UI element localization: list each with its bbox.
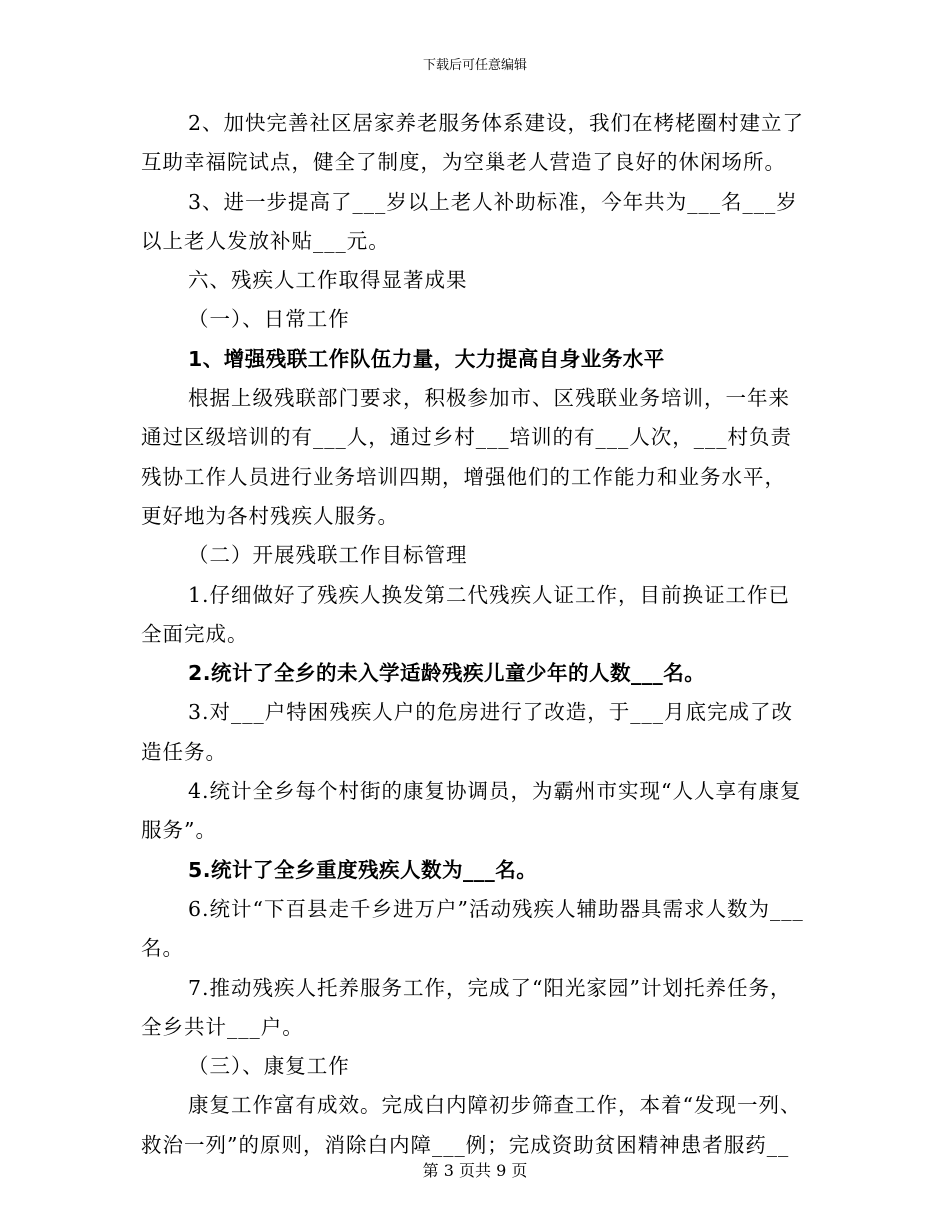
- subheading-target-management: （二）开展残联工作目标管理: [188, 543, 468, 568]
- list-item-rehab-coordinators: 4.统计全乡每个村街的康复协调员，为霸州市实现“人人享有康复服务”。: [141, 779, 802, 843]
- list-item-assistive-devices: 6.统计“下百县走千乡进万户”活动残疾人辅助器具需求人数为___名。: [141, 896, 804, 961]
- subheading-daily-work: （一）、日常工作: [188, 307, 350, 332]
- list-item-children-statistics: 2.统计了全乡的未入学适龄残疾儿童少年的人数___名。: [188, 661, 706, 686]
- page-header: 下载后可任意编辑: [422, 58, 527, 73]
- paragraph-elderly-subsidy: 3、进一步提高了___岁以上老人补助标准，今年共为___名___岁以上老人发放补贴___元。: [141, 189, 798, 253]
- paragraph-training: 根据上级残联部门要求，积极参加市、区残联业务培训，一年来通过区级培训的有___人，通过乡村___培训的有___人次，___村负责残协工作人员进行业务培训四期，增强他们的工作能力和业务水平，更好地为各村残疾人服务。: [141, 386, 792, 528]
- bold-heading-strengthen-team: 1、增强残联工作队伍力量，大力提高自身业务水平: [188, 346, 665, 371]
- paragraph-community-elderly-care: 2、加快完善社区居家养老服务体系建设，我们在栲栳圈村建立了互助幸福院试点，健全了制度，为空巢老人营造了良好的休闲场所。: [141, 111, 805, 175]
- subheading-rehabilitation: （三）、康复工作: [188, 1054, 350, 1079]
- list-item-severe-disability-count: 5.统计了全乡重度残疾人数为___名。: [188, 857, 538, 882]
- document-body: [141, 104, 806, 1165]
- list-item-housing-renovation: 3.对___户特困残疾人户的危房进行了改造，于___月底完成了改造任务。: [141, 700, 794, 764]
- page-footer: 第 3 页共 9 页: [422, 1161, 528, 1180]
- section-heading-disabled-work: 六、残疾人工作取得显著成果: [188, 268, 468, 293]
- list-item-certificate-renewal: 1.仔细做好了残疾人换发第二代残疾人证工作，目前换证工作已全面完成。: [141, 582, 791, 646]
- list-item-care-services: 7.推动残疾人托养服务工作，完成了“阳光家园”计划托养任务，全乡共计___户。: [141, 975, 792, 1039]
- paragraph-rehabilitation: 康复工作富有成效。完成白内障初步筛查工作，本着“发现一列、救治一列”的原则，消除白内障___例；完成资助贫困精神患者服药__: [141, 1093, 802, 1157]
